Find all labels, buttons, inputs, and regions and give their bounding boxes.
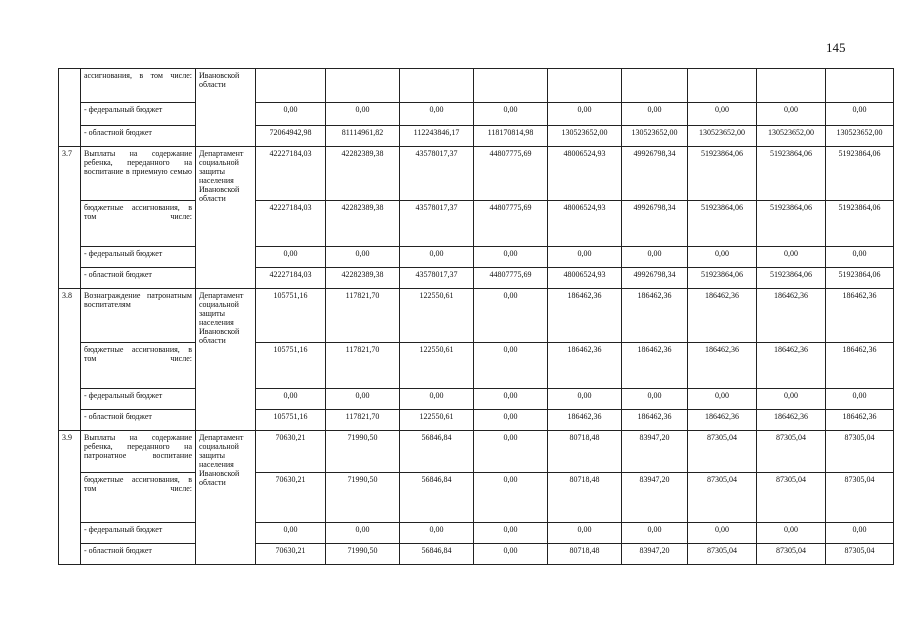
value-cell: 186462,36 bbox=[688, 410, 757, 431]
value-cell: 42282389,38 bbox=[326, 268, 400, 289]
value-cell: 71990,50 bbox=[326, 544, 400, 565]
value-cell: 0,00 bbox=[474, 103, 548, 126]
table-row bbox=[59, 410, 894, 431]
value-cell: 186462,36 bbox=[548, 289, 622, 343]
table-row bbox=[59, 268, 894, 289]
value-cell: 48006524,93 bbox=[548, 201, 622, 247]
value-cell: 49926798,34 bbox=[622, 201, 688, 247]
value-cell bbox=[757, 69, 826, 103]
value-cell: 56846,84 bbox=[400, 473, 474, 523]
value-cell: 0,00 bbox=[474, 410, 548, 431]
row-label: - федеральный бюджет bbox=[81, 103, 196, 126]
value-cell: 0,00 bbox=[688, 247, 757, 268]
table-row bbox=[59, 389, 894, 410]
value-cell: 0,00 bbox=[757, 103, 826, 126]
value-cell: 43578017,37 bbox=[400, 147, 474, 201]
value-cell: 42282389,38 bbox=[326, 147, 400, 201]
value-cell: 122550,61 bbox=[400, 343, 474, 389]
value-cell: 72064942,98 bbox=[256, 126, 326, 147]
value-cell: 0,00 bbox=[826, 103, 894, 126]
value-cell: 117821,70 bbox=[326, 343, 400, 389]
table-row bbox=[59, 544, 894, 565]
value-cell: 87305,04 bbox=[826, 544, 894, 565]
value-cell: 0,00 bbox=[826, 247, 894, 268]
value-cell: 186462,36 bbox=[826, 410, 894, 431]
value-cell: 51923864,06 bbox=[757, 201, 826, 247]
value-cell: 0,00 bbox=[688, 523, 757, 544]
table-row bbox=[59, 103, 894, 126]
value-cell: 118170814,98 bbox=[474, 126, 548, 147]
value-cell: 0,00 bbox=[474, 247, 548, 268]
value-cell: 0,00 bbox=[548, 103, 622, 126]
value-cell bbox=[474, 69, 548, 103]
value-cell: 130523652,00 bbox=[548, 126, 622, 147]
value-cell: 0,00 bbox=[474, 343, 548, 389]
value-cell: 70630,21 bbox=[256, 544, 326, 565]
value-cell: 51923864,06 bbox=[688, 268, 757, 289]
value-cell: 122550,61 bbox=[400, 289, 474, 343]
row-label: - федеральный бюджет bbox=[81, 247, 196, 268]
value-cell: 0,00 bbox=[326, 103, 400, 126]
value-cell: 130523652,00 bbox=[622, 126, 688, 147]
department-cell: Департамент социальной защиты населения Ивановской области bbox=[196, 289, 256, 431]
value-cell: 105751,16 bbox=[256, 343, 326, 389]
value-cell: 0,00 bbox=[826, 389, 894, 410]
value-cell: 0,00 bbox=[474, 544, 548, 565]
table-row bbox=[59, 473, 894, 523]
value-cell: 0,00 bbox=[256, 103, 326, 126]
value-cell: 0,00 bbox=[256, 523, 326, 544]
row-label: бюджетные ассигнования, в том числе: bbox=[81, 473, 196, 523]
value-cell: 56846,84 bbox=[400, 544, 474, 565]
value-cell: 0,00 bbox=[622, 247, 688, 268]
value-cell: 42227184,03 bbox=[256, 201, 326, 247]
budget-table bbox=[58, 68, 894, 565]
row-label: - областной бюджет bbox=[81, 268, 196, 289]
value-cell: 186462,36 bbox=[826, 343, 894, 389]
value-cell: 70630,21 bbox=[256, 473, 326, 523]
value-cell: 186462,36 bbox=[757, 289, 826, 343]
row-label: Выплаты на содержание ребенка, переданного на воспитание в приемную семью bbox=[81, 147, 196, 201]
value-cell: 80718,48 bbox=[548, 473, 622, 523]
value-cell: 0,00 bbox=[474, 389, 548, 410]
row-label: бюджетные ассигнования, в том числе: bbox=[81, 343, 196, 389]
value-cell: 130523652,00 bbox=[826, 126, 894, 147]
value-cell: 117821,70 bbox=[326, 289, 400, 343]
value-cell: 42227184,03 bbox=[256, 147, 326, 201]
value-cell: 87305,04 bbox=[826, 431, 894, 473]
value-cell: 0,00 bbox=[256, 389, 326, 410]
row-label: - областной бюджет bbox=[81, 544, 196, 565]
value-cell: 70630,21 bbox=[256, 431, 326, 473]
row-label: Выплаты на содержание ребенка, переданного на патронатное воспитание bbox=[81, 431, 196, 473]
table-row bbox=[59, 343, 894, 389]
value-cell: 105751,16 bbox=[256, 410, 326, 431]
row-label: бюджетные ассигнования, в том числе: bbox=[81, 201, 196, 247]
value-cell: 0,00 bbox=[688, 103, 757, 126]
value-cell: 186462,36 bbox=[548, 343, 622, 389]
value-cell: 0,00 bbox=[474, 289, 548, 343]
table-row bbox=[59, 431, 894, 473]
value-cell: 51923864,06 bbox=[826, 201, 894, 247]
value-cell bbox=[688, 69, 757, 103]
value-cell: 0,00 bbox=[548, 523, 622, 544]
value-cell: 0,00 bbox=[326, 247, 400, 268]
row-number-cell bbox=[59, 69, 81, 147]
value-cell bbox=[548, 69, 622, 103]
value-cell: 80718,48 bbox=[548, 544, 622, 565]
table-row bbox=[59, 523, 894, 544]
value-cell: 0,00 bbox=[326, 389, 400, 410]
value-cell: 0,00 bbox=[400, 389, 474, 410]
value-cell: 83947,20 bbox=[622, 544, 688, 565]
department-cell: Ивановской области bbox=[196, 69, 256, 147]
table-row bbox=[59, 289, 894, 343]
value-cell: 186462,36 bbox=[688, 343, 757, 389]
value-cell: 44807775,69 bbox=[474, 268, 548, 289]
value-cell: 87305,04 bbox=[757, 544, 826, 565]
value-cell: 186462,36 bbox=[688, 289, 757, 343]
value-cell: 49926798,34 bbox=[622, 268, 688, 289]
value-cell: 48006524,93 bbox=[548, 268, 622, 289]
value-cell: 186462,36 bbox=[826, 289, 894, 343]
page-number: 145 bbox=[826, 40, 846, 55]
value-cell: 0,00 bbox=[326, 523, 400, 544]
value-cell: 51923864,06 bbox=[826, 147, 894, 201]
value-cell bbox=[326, 69, 400, 103]
value-cell: 83947,20 bbox=[622, 473, 688, 523]
value-cell: 186462,36 bbox=[622, 410, 688, 431]
value-cell: 112243846,17 bbox=[400, 126, 474, 147]
table-row bbox=[59, 69, 894, 103]
value-cell: 186462,36 bbox=[548, 410, 622, 431]
row-label: Вознаграждение патронатным воспитателям bbox=[81, 289, 196, 343]
value-cell: 0,00 bbox=[622, 103, 688, 126]
value-cell: 87305,04 bbox=[688, 431, 757, 473]
value-cell bbox=[622, 69, 688, 103]
value-cell: 42282389,38 bbox=[326, 201, 400, 247]
value-cell: 49926798,34 bbox=[622, 147, 688, 201]
value-cell: 71990,50 bbox=[326, 431, 400, 473]
table-row bbox=[59, 126, 894, 147]
value-cell: 87305,04 bbox=[757, 431, 826, 473]
value-cell: 130523652,00 bbox=[688, 126, 757, 147]
row-label: - федеральный бюджет bbox=[81, 389, 196, 410]
value-cell: 51923864,06 bbox=[826, 268, 894, 289]
value-cell: 44807775,69 bbox=[474, 147, 548, 201]
value-cell: 0,00 bbox=[474, 473, 548, 523]
value-cell: 0,00 bbox=[826, 523, 894, 544]
row-number-cell: 3.7 bbox=[59, 147, 81, 289]
value-cell: 87305,04 bbox=[757, 473, 826, 523]
department-cell: Департамент социальной защиты населения Ивановской области bbox=[196, 147, 256, 289]
value-cell: 81114961,82 bbox=[326, 126, 400, 147]
value-cell: 0,00 bbox=[474, 431, 548, 473]
value-cell bbox=[826, 69, 894, 103]
value-cell: 43578017,37 bbox=[400, 268, 474, 289]
row-label: - областной бюджет bbox=[81, 410, 196, 431]
value-cell: 0,00 bbox=[548, 247, 622, 268]
value-cell: 0,00 bbox=[256, 247, 326, 268]
value-cell: 186462,36 bbox=[757, 410, 826, 431]
value-cell: 0,00 bbox=[548, 389, 622, 410]
row-label: - областной бюджет bbox=[81, 126, 196, 147]
value-cell: 48006524,93 bbox=[548, 147, 622, 201]
value-cell bbox=[400, 69, 474, 103]
table-row bbox=[59, 247, 894, 268]
value-cell: 0,00 bbox=[400, 247, 474, 268]
value-cell: 87305,04 bbox=[688, 473, 757, 523]
table-row bbox=[59, 201, 894, 247]
value-cell: 42227184,03 bbox=[256, 268, 326, 289]
value-cell: 51923864,06 bbox=[757, 268, 826, 289]
value-cell: 0,00 bbox=[757, 523, 826, 544]
value-cell: 105751,16 bbox=[256, 289, 326, 343]
value-cell: 186462,36 bbox=[622, 289, 688, 343]
value-cell: 0,00 bbox=[400, 103, 474, 126]
table-row bbox=[59, 147, 894, 201]
row-label: - федеральный бюджет bbox=[81, 523, 196, 544]
value-cell: 87305,04 bbox=[688, 544, 757, 565]
department-cell: Департамент социальной защиты населения Ивановской области bbox=[196, 431, 256, 565]
row-label: ассигнования, в том числе: bbox=[81, 69, 196, 103]
value-cell: 0,00 bbox=[688, 389, 757, 410]
value-cell: 117821,70 bbox=[326, 410, 400, 431]
value-cell: 130523652,00 bbox=[757, 126, 826, 147]
value-cell bbox=[256, 69, 326, 103]
value-cell: 122550,61 bbox=[400, 410, 474, 431]
row-number-cell: 3.9 bbox=[59, 431, 81, 565]
value-cell: 43578017,37 bbox=[400, 201, 474, 247]
budget-table-body bbox=[59, 69, 894, 565]
value-cell: 44807775,69 bbox=[474, 201, 548, 247]
value-cell: 0,00 bbox=[622, 389, 688, 410]
value-cell: 0,00 bbox=[757, 247, 826, 268]
value-cell: 71990,50 bbox=[326, 473, 400, 523]
value-cell: 87305,04 bbox=[826, 473, 894, 523]
value-cell: 0,00 bbox=[622, 523, 688, 544]
value-cell: 80718,48 bbox=[548, 431, 622, 473]
value-cell: 56846,84 bbox=[400, 431, 474, 473]
value-cell: 186462,36 bbox=[757, 343, 826, 389]
value-cell: 51923864,06 bbox=[757, 147, 826, 201]
value-cell: 0,00 bbox=[757, 389, 826, 410]
value-cell: 0,00 bbox=[474, 523, 548, 544]
value-cell: 0,00 bbox=[400, 523, 474, 544]
value-cell: 186462,36 bbox=[622, 343, 688, 389]
row-number-cell: 3.8 bbox=[59, 289, 81, 431]
value-cell: 51923864,06 bbox=[688, 147, 757, 201]
value-cell: 51923864,06 bbox=[688, 201, 757, 247]
value-cell: 83947,20 bbox=[622, 431, 688, 473]
